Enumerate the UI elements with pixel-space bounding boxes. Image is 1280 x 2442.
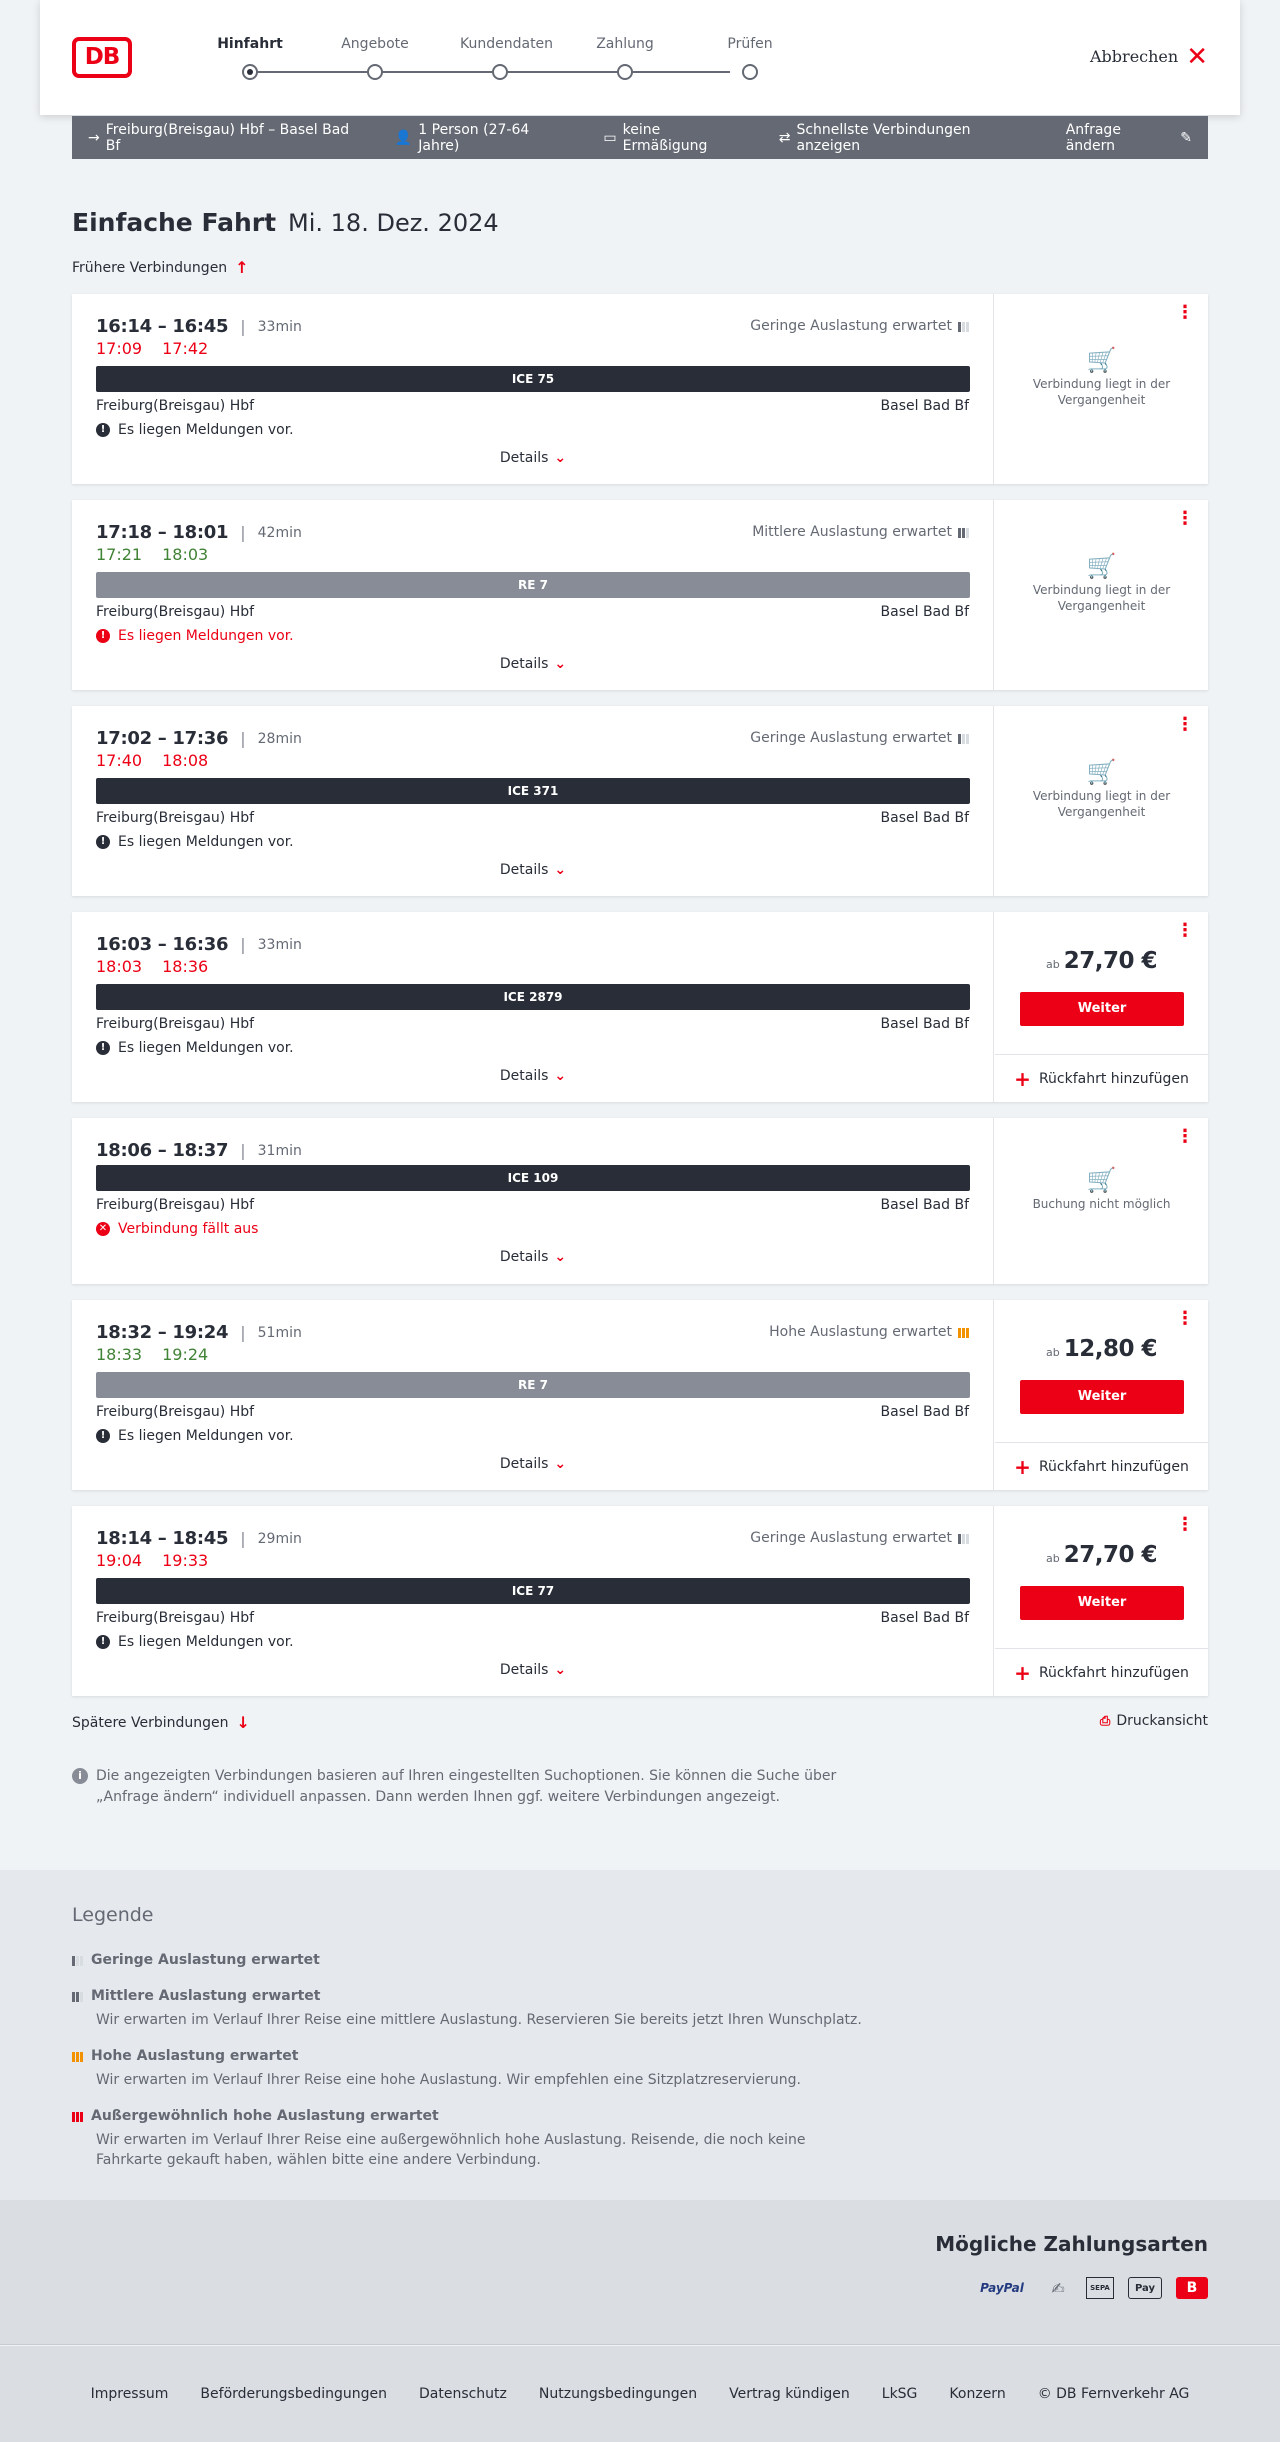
cart-unavailable-icon: 🛒 — [1086, 346, 1117, 374]
step-dot — [367, 64, 383, 80]
time-range: 17:02 – 17:36 — [96, 728, 229, 749]
load-indicator — [752, 524, 969, 540]
chevron-down-icon: ⌄ — [554, 862, 567, 878]
alert-icon: ! — [96, 835, 110, 849]
details-toggle[interactable] — [72, 1456, 994, 1472]
apple-pay-icon — [1128, 2277, 1162, 2299]
realtime-times — [96, 751, 228, 770]
realtime-arrival: 18:03 — [162, 545, 209, 564]
duration: 29min — [257, 1530, 302, 1547]
plus-icon: + — [1014, 1660, 1031, 1685]
footer-copyright: © DB Fernverkehr AG — [1037, 2386, 1190, 2402]
load-icon — [958, 732, 969, 744]
card-icon: ▭ — [603, 129, 617, 146]
notice-text: Es liegen Meldungen vor. — [118, 834, 294, 850]
earlier-connections-link[interactable] — [72, 258, 249, 277]
arrow-down-icon: ↓ — [236, 1713, 250, 1732]
footer-link[interactable]: Nutzungsbedingungen — [538, 2386, 698, 2402]
realtime-departure: 17:09 — [96, 339, 143, 358]
separator: | — [240, 523, 246, 542]
connection-info — [72, 912, 994, 1102]
load-icon — [958, 1326, 969, 1338]
booking-panel — [995, 294, 1208, 484]
step-dot — [242, 64, 258, 80]
low-load-icon — [72, 1954, 83, 1966]
add-return-label: Rückfahrt hinzufügen — [1038, 1070, 1189, 1087]
details-label: Details — [499, 1068, 549, 1084]
duration: 33min — [257, 936, 302, 953]
booking-panel — [995, 500, 1208, 690]
notice — [96, 1040, 294, 1056]
legend-head: Außergewöhnlich hohe Auslastung erwartet — [91, 2108, 439, 2124]
chevron-down-icon: ⌄ — [554, 450, 567, 466]
edit-query-button[interactable] — [1066, 122, 1192, 154]
page-title — [72, 208, 499, 237]
realtime-arrival: 18:08 — [162, 751, 209, 770]
pencil-icon: ✎ — [1180, 129, 1192, 146]
unavailable-text: Verbindung liegt in der Vergangenheit — [1032, 789, 1171, 819]
origin-station: Freiburg(Breisgau) Hbf — [96, 810, 255, 826]
footer-link[interactable]: Beförderungsbedingungen — [200, 2386, 387, 2402]
load-indicator — [769, 1324, 969, 1340]
booking-panel — [995, 1300, 1208, 1490]
connection-card[interactable] — [72, 294, 1208, 484]
more-options-icon[interactable]: ⋮ — [1176, 1308, 1194, 1329]
realtime-times — [96, 1551, 228, 1570]
price-prefix: ab — [1046, 958, 1060, 971]
unavailable-text: Verbindung liegt in der Vergangenheit — [1032, 377, 1171, 407]
connection-card[interactable] — [72, 706, 1208, 896]
legend-item-medium — [72, 1988, 872, 2030]
db-card-icon: B — [1176, 2277, 1208, 2299]
load-label: Geringe Auslastung erwartet — [750, 730, 952, 746]
booking-panel — [995, 1118, 1208, 1284]
load-label: Geringe Auslastung erwartet — [750, 318, 952, 334]
duration: 33min — [257, 318, 302, 335]
notice-text: Es liegen Meldungen vor. — [118, 1428, 294, 1444]
connection-card[interactable] — [72, 500, 1208, 690]
discount-label: keine Ermäßigung — [622, 121, 708, 154]
arrow-up-icon: ↑ — [235, 258, 249, 277]
details-label: Details — [499, 862, 549, 878]
price-prefix: ab — [1046, 1552, 1060, 1565]
realtime-departure: 18:03 — [96, 957, 143, 976]
separator: | — [240, 1141, 246, 1160]
legend-head: Geringe Auslastung erwartet — [91, 1952, 320, 1968]
continue-button[interactable]: Weiter — [1020, 1380, 1184, 1414]
legend-desc: Wir erwarten im Verlauf Ihrer Reise eine mittlere Auslastung. Reservieren Sie bereits jetzt Ihren Wunschplatz. — [96, 2012, 862, 2028]
trip-type: Einfache Fahrt — [72, 208, 277, 237]
paypal-icon: PayPal — [980, 2281, 1024, 2295]
notice — [96, 422, 294, 438]
duration: 42min — [257, 524, 302, 541]
chevron-down-icon: ⌄ — [554, 1249, 567, 1265]
train-bar[interactable]: ICE 77 — [96, 1578, 970, 1604]
realtime-arrival: 19:33 — [162, 1551, 209, 1570]
query-fastest[interactable] — [779, 122, 1034, 154]
route-label: Freiburg(Breisgau) Hbf – Basel Bad Bf — [105, 121, 350, 154]
connection-card[interactable] — [72, 1118, 1208, 1284]
price — [995, 1336, 1208, 1362]
later-label: Spätere Verbindungen — [72, 1714, 229, 1731]
realtime-times — [96, 339, 228, 358]
legend-item-extreme — [72, 2108, 872, 2170]
realtime-departure: 19:04 — [96, 1551, 143, 1570]
separator: | — [240, 1323, 246, 1342]
time-range: 18:14 – 18:45 — [96, 1528, 229, 1549]
cart-unavailable-icon: 🛒 — [1086, 758, 1117, 786]
chevron-down-icon: ⌄ — [554, 656, 567, 672]
legend-head: Mittlere Auslastung erwartet — [91, 1988, 321, 2004]
price-value: 12,80 € — [1063, 1336, 1157, 1362]
realtime-arrival: 19:24 — [162, 1345, 209, 1364]
signature-icon: ✍ — [1051, 2278, 1065, 2298]
footer — [0, 2346, 1280, 2442]
more-options-icon[interactable]: ⋮ — [1176, 508, 1194, 529]
notice — [96, 1428, 294, 1444]
origin-station: Freiburg(Breisgau) Hbf — [96, 1610, 255, 1626]
load-icon — [958, 1532, 969, 1544]
train-bar[interactable]: ICE 2879 — [96, 984, 970, 1010]
query-bar — [72, 116, 1208, 159]
time-range: 16:14 – 16:45 — [96, 316, 229, 337]
step-hinfahrt — [210, 30, 290, 80]
earlier-label: Frühere Verbindungen — [72, 259, 228, 276]
unavailable-notice — [995, 758, 1208, 820]
load-indicator — [750, 1530, 969, 1546]
details-label: Details — [499, 1662, 549, 1678]
apple-pay-label: Pay — [1134, 2282, 1156, 2294]
price — [995, 1542, 1208, 1568]
planned-times — [96, 728, 302, 749]
progress-steps — [210, 30, 773, 90]
price-value: 27,70 € — [1063, 1542, 1157, 1568]
header — [40, 0, 1240, 115]
legend-head: Hohe Auslastung erwartet — [91, 2048, 299, 2064]
price-prefix: ab — [1046, 1346, 1060, 1359]
planned-times — [96, 1140, 302, 1161]
load-label: Hohe Auslastung erwartet — [769, 1324, 952, 1340]
load-indicator — [750, 730, 969, 746]
duration: 31min — [257, 1142, 302, 1159]
step-label: Kundendaten — [460, 36, 554, 52]
realtime-arrival: 17:42 — [162, 339, 209, 358]
planned-times — [96, 316, 302, 337]
chevron-down-icon: ⌄ — [554, 1068, 567, 1084]
more-options-icon[interactable]: ⋮ — [1176, 1126, 1194, 1147]
add-return-button[interactable] — [995, 1442, 1208, 1490]
realtime-times — [96, 1345, 228, 1364]
details-toggle[interactable] — [72, 450, 994, 466]
print-label: Druckansicht — [1116, 1713, 1208, 1729]
cancel-button[interactable] — [1090, 41, 1208, 72]
notice-text: Es liegen Meldungen vor. — [118, 422, 294, 438]
plus-icon: + — [1014, 1454, 1031, 1479]
more-options-icon[interactable]: ⋮ — [1176, 714, 1194, 735]
booking-panel — [995, 1506, 1208, 1696]
destination-station: Basel Bad Bf — [880, 1404, 969, 1420]
notice — [96, 628, 294, 644]
destination-station: Basel Bad Bf — [880, 398, 969, 414]
step-zahlung — [585, 30, 665, 80]
details-label: Details — [499, 656, 549, 672]
edit-label: Anfrage ändern — [1065, 121, 1121, 154]
persons-label: 1 Person (27-64 Jahre) — [418, 121, 530, 154]
add-return-label: Rückfahrt hinzufügen — [1038, 1664, 1189, 1681]
separator: | — [240, 1529, 246, 1548]
origin-station: Freiburg(Breisgau) Hbf — [96, 1197, 255, 1213]
fastest-label: Schnellste Verbindungen anzeigen — [796, 121, 971, 154]
planned-times — [96, 1528, 302, 1549]
legend-item-high — [72, 2048, 872, 2090]
connection-info — [72, 500, 994, 690]
footer-link[interactable]: Datenschutz — [418, 2386, 507, 2402]
realtime-departure: 18:33 — [96, 1345, 143, 1364]
price — [995, 948, 1208, 974]
high-load-icon — [72, 2050, 83, 2062]
chevron-down-icon: ⌄ — [554, 1456, 567, 1472]
unavailable-notice — [995, 1166, 1208, 1212]
step-dot — [492, 64, 508, 80]
legend-title: Legende — [72, 1904, 154, 1926]
time-range: 18:32 – 19:24 — [96, 1322, 229, 1343]
footer-links — [0, 2386, 1280, 2402]
train-bar[interactable]: RE 7 — [96, 572, 970, 598]
destination-station: Basel Bad Bf — [880, 1197, 969, 1213]
details-toggle[interactable] — [72, 1249, 994, 1265]
legend-desc: Wir erwarten im Verlauf Ihrer Reise eine außergewöhnlich hohe Auslastung. Reisende, die noch keine Fahrkarte gekauft haben, wählen bitte eine andere Verbindung. — [96, 2132, 806, 2168]
origin-station: Freiburg(Breisgau) Hbf — [96, 1016, 255, 1032]
alert-icon: ! — [96, 1041, 110, 1055]
unavailable-notice — [995, 346, 1208, 408]
load-icon — [958, 320, 969, 332]
more-options-icon[interactable]: ⋮ — [1176, 920, 1194, 941]
origin-station: Freiburg(Breisgau) Hbf — [96, 1404, 255, 1420]
legend-section — [0, 1870, 1280, 2200]
step-dot — [617, 64, 633, 80]
separator: | — [240, 317, 246, 336]
notice-text: Es liegen Meldungen vor. — [118, 1040, 294, 1056]
connection-info — [72, 294, 994, 484]
connection-info — [72, 706, 994, 896]
realtime-departure: 17:40 — [96, 751, 143, 770]
query-route[interactable] — [88, 122, 363, 154]
alert-icon: ! — [96, 423, 110, 437]
destination-station: Basel Bad Bf — [880, 810, 969, 826]
planned-times — [96, 934, 302, 955]
destination-station: Basel Bad Bf — [880, 1016, 969, 1032]
footer-link[interactable]: Impressum — [90, 2386, 169, 2402]
step-label: Hinfahrt — [217, 36, 283, 52]
connection-info — [72, 1118, 994, 1284]
booking-panel — [995, 706, 1208, 896]
details-toggle[interactable] — [72, 656, 994, 672]
payment-title: Mögliche Zahlungsarten — [935, 2232, 1208, 2256]
load-label: Mittlere Auslastung erwartet — [752, 524, 952, 540]
realtime-departure: 17:21 — [96, 545, 143, 564]
step-label: Zahlung — [596, 36, 654, 52]
realtime-times — [96, 545, 228, 564]
destination-station: Basel Bad Bf — [880, 604, 969, 620]
time-range: 18:06 – 18:37 — [96, 1140, 229, 1161]
add-return-button[interactable] — [995, 1054, 1208, 1102]
close-icon: ✕ — [1186, 41, 1208, 72]
destination-station: Basel Bad Bf — [880, 1610, 969, 1626]
alert-icon: ! — [96, 1429, 110, 1443]
connection-info — [72, 1506, 994, 1696]
notice — [96, 834, 294, 850]
price-value: 27,70 € — [1063, 948, 1157, 974]
more-options-icon[interactable]: ⋮ — [1176, 302, 1194, 323]
train-bar[interactable]: ICE 109 — [96, 1165, 970, 1191]
details-toggle[interactable] — [72, 862, 994, 878]
printer-icon: ⎙ — [1099, 1713, 1111, 1729]
step-label: Angebote — [341, 36, 409, 52]
medium-load-icon — [72, 1990, 83, 2002]
cancelled-icon: ✕ — [96, 1222, 110, 1236]
duration: 28min — [257, 730, 302, 747]
train-bar[interactable]: ICE 371 — [96, 778, 970, 804]
cancel-label: Abbrechen — [1090, 47, 1179, 66]
extreme-load-icon — [72, 2110, 83, 2122]
sepa-icon: SEPA — [1086, 2277, 1114, 2299]
trip-date: Mi. 18. Dez. 2024 — [288, 209, 499, 237]
legend-item-low — [72, 1952, 872, 1968]
legend-desc: Wir erwarten im Verlauf Ihrer Reise eine hohe Auslastung. Wir empfehlen eine Sitzplatzreservierung. — [96, 2072, 801, 2088]
step-angebote — [335, 30, 415, 80]
planned-times — [96, 522, 302, 543]
load-label: Geringe Auslastung erwartet — [750, 1530, 952, 1546]
notice-text: Verbindung fällt aus — [118, 1221, 259, 1237]
origin-station: Freiburg(Breisgau) Hbf — [96, 398, 255, 414]
planned-times — [96, 1322, 302, 1343]
plus-icon: + — [1014, 1066, 1031, 1091]
cart-unavailable-icon: 🛒 — [1086, 552, 1117, 580]
alert-icon: ! — [96, 629, 110, 643]
details-label: Details — [499, 1249, 549, 1265]
footer-link[interactable]: Vertrag kündigen — [729, 2386, 850, 2402]
step-kundendaten — [460, 30, 554, 80]
query-persons[interactable] — [395, 122, 572, 154]
arrow-right-icon: → — [88, 129, 100, 146]
footer-link[interactable]: Konzern — [949, 2386, 1006, 2402]
more-options-icon[interactable]: ⋮ — [1176, 1514, 1194, 1535]
notice-text: Es liegen Meldungen vor. — [118, 628, 294, 644]
train-bar[interactable]: ICE 75 — [96, 366, 970, 392]
payment-icons — [974, 2276, 1208, 2300]
connection-card[interactable] — [72, 1300, 1208, 1490]
print-view-link[interactable] — [1100, 1713, 1208, 1729]
alert-icon: ! — [96, 1635, 110, 1649]
separator: | — [240, 729, 246, 748]
footer-link[interactable]: LkSG — [881, 2386, 918, 2402]
continue-button[interactable]: Weiter — [1020, 992, 1184, 1026]
info-text: Die angezeigten Verbindungen basieren auf Ihren eingestellten Suchoptionen. Sie können die Suche über „Anfrage ändern“ individuell anpassen. Dann werden Ihnen ggf. weitere Verbindungen angezeigt. — [96, 1768, 837, 1805]
time-range: 16:03 – 16:36 — [96, 934, 229, 955]
step-pruefen — [710, 30, 790, 80]
add-return-button[interactable] — [995, 1648, 1208, 1696]
time-range: 17:18 – 18:01 — [96, 522, 229, 543]
notice — [96, 1634, 294, 1650]
duration: 51min — [257, 1324, 302, 1341]
info-icon: i — [72, 1768, 88, 1784]
step-label: Prüfen — [727, 36, 773, 52]
details-label: Details — [499, 1456, 549, 1472]
payment-section — [0, 2200, 1280, 2345]
details-label: Details — [499, 450, 549, 466]
notice — [96, 1221, 258, 1237]
notice-text: Es liegen Meldungen vor. — [118, 1634, 294, 1650]
unavailable-text: Buchung nicht möglich — [1032, 1197, 1171, 1211]
connection-card[interactable] — [72, 1506, 1208, 1696]
realtime-times — [96, 957, 228, 976]
unavailable-text: Verbindung liegt in der Vergangenheit — [1032, 583, 1171, 613]
later-connections-link[interactable] — [72, 1713, 250, 1732]
load-indicator — [750, 318, 969, 334]
query-discount[interactable] — [603, 122, 746, 154]
booking-panel — [995, 912, 1208, 1102]
connection-card[interactable] — [72, 912, 1208, 1102]
info-note — [72, 1766, 862, 1808]
add-return-label: Rückfahrt hinzufügen — [1038, 1458, 1189, 1475]
connection-info — [72, 1300, 994, 1490]
swap-icon: ⇄ — [778, 129, 791, 146]
separator: | — [240, 935, 246, 954]
details-toggle[interactable] — [72, 1662, 994, 1678]
db-logo[interactable]: DB — [72, 37, 132, 78]
unavailable-notice — [995, 552, 1208, 614]
load-icon — [958, 526, 969, 538]
train-bar[interactable]: RE 7 — [96, 1372, 970, 1398]
realtime-arrival: 18:36 — [162, 957, 209, 976]
continue-button[interactable]: Weiter — [1020, 1586, 1184, 1620]
cart-unavailable-icon: 🛒 — [1086, 1166, 1117, 1194]
step-dot — [742, 64, 758, 80]
origin-station: Freiburg(Breisgau) Hbf — [96, 604, 255, 620]
details-toggle[interactable] — [72, 1068, 994, 1084]
chevron-down-icon: ⌄ — [554, 1662, 567, 1678]
person-icon: 👤 — [394, 129, 413, 146]
